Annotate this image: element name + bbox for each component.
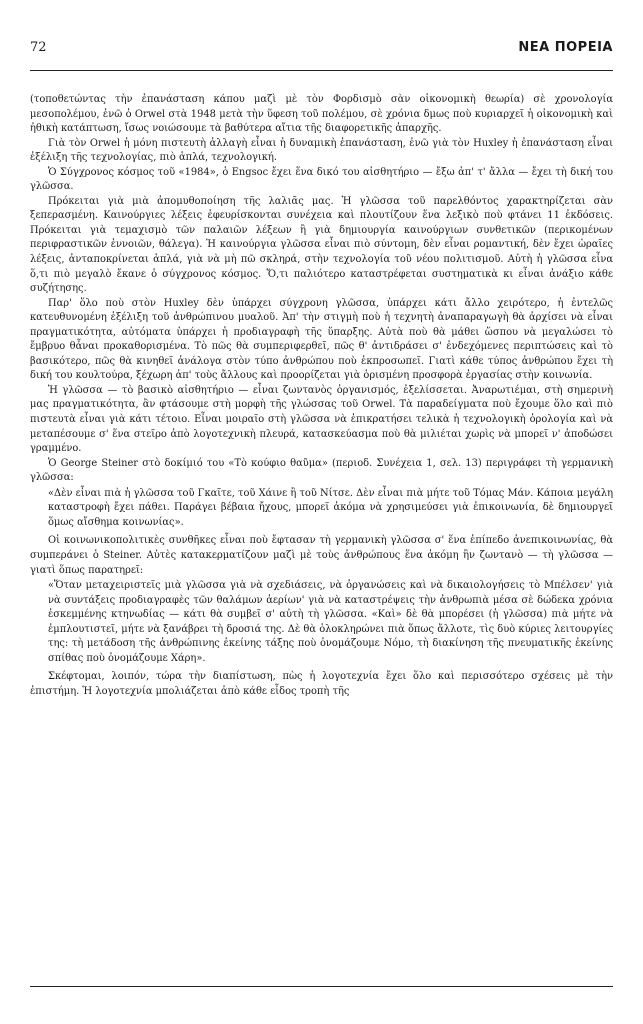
paragraph: Οἱ κοινωνικοπολιτικὲς συνθῆκες εἶναι ποὺ ἔφτασαν τὴ γερμανικὴ γλῶσσα σ' ἕνα ἐπίπεδο ἀνεπικοινωνίας, θὰ συμπεράνει ὁ Steiner. Αὐτὲς κατακερματίζουν μαζὶ μὲ τοὺς ἀνθρώπους ἕνα ἀκόμη ἢν ζωντανὸ — τὴ γλῶσσα — γιατὶ ὅπως παρατηρεῖ: [30,535,613,576]
document-page [30,40,613,1000]
paragraph: Ὁ Σύγχρονος κόσμος τοῦ «1984», ὁ Engsoc ἔχει ἕνα δικό του αἰσθητήριο — ἔξω ἀπ' τ' ἄλλα — ἔχει τὴ δική του γλῶσσα. [30,166,613,193]
running-head: ΝΕΑ ΠΟΡΕΙΑ [518,40,613,55]
page-header [30,40,613,71]
paragraph: Γιὰ τὸν Orwel ἡ μόνη πιστευτὴ ἀλλαγὴ εἶναι ἡ δυναμικὴ ἐπανάσταση, ἐνῶ γιὰ τὸν Huxley ἡ ἐπανάσταση εἶναι ἐξέλιξη τῆς τεχνολογίας, πιὸ ἁπλά, τεχνολογική. [30,137,613,164]
block-quote: «Ὅταν μεταχειριστεῖς μιὰ γλῶσσα γιὰ νὰ σχεδιάσεις, νὰ ὀργανώσεις καὶ νὰ δικαιολογήσεις τὸ Μπέλσεν' γιὰ νὰ συντάξεις προδιαγραφὲς τῶν θαλάμων ἀερίων' γιὰ νὰ καταστρέψεις τὴν ἀνθρωπιὰ μέσα σὲ δώδεκα χρόνια ἐσκεμμένης κτηνωδίας — κάτι θὰ συμβεῖ σ' αὐτὴ τὴ γλῶσσα. «Καὶ» δὲ θὰ μπορέσει (ἡ γλῶσσα) πιὰ μήτε νὰ ἐμπλουτιστεῖ, μήτε νὰ ξανάβρει τὴ δροσιά της. Δὲ θὰ ὁλοκληρώνει πιὰ ὅπως ἄλλοτε, τὶς δυὸ κύριες λειτουργίες της: τὴ μετάδοση τῆς ἀνθρώπινης ἐκείνης τάξης ποὺ ὀνομάζουμε Νόμο, τὴ διακίνηση τῆς πνευματικῆς ἐκείνης σπίθας ποὺ ὀνομάζουμε Χάρη». [48,580,613,664]
page-number: 72 [30,40,47,55]
paragraph: Σκέφτομαι, λοιπόν, τώρα τὴν διαπίστωση, πὼς ἡ λογοτεχνία ἔχει ὅλο καὶ περισσότερο σχέσεις μὲ τὴν ἐπιστήμη. Ἡ λογοτεχνία μπολιάζεται ἀπὸ κάθε εἶδος τροπὴ τῆς [30,671,613,697]
paragraph: (τοποθετώντας τὴν ἐπανάσταση κάπου μαζὶ μὲ τὸν Φορδισμὸ σὰν οἰκονομικὴ θεωρία) σὲ χρονολογία μεσοπολέμου, ἐνῶ ὁ Orwel στὰ 1948 μετὰ τὴν ὕφεση τοῦ πολέμου, σὲ χρόνια δμως ποὺ κυριαρχεῖ ἡ οἰκονομικὴ καὶ ἠθικὴ κατάπτωση, ἴσως νοιώσουμε τὰ βαθύτερα αἴτια τῆς διαφορετικῆς ἀπαρχῆς. [30,94,613,135]
paragraph: Παρ' ὅλο ποὺ στὸν Huxley δὲν ὑπάρχει σύγχρονη γλῶσσα, ὑπάρχει κάτι ἄλλο χειρότερο, ἡ ἐντελῶς κατευθυνομένη ἐξέλιξη τοῦ ἀνθρώπινου μυαλοῦ. Ἀπ' τὴν στιγμὴ ποὺ ἡ τεχνητὴ ἀναπαραγωγὴ θὰ ἀρχίσει νὰ εἶναι πραγματικότητα, αὐτόματα ὑπάρχει ἡ προδιαγραφὴ τῆς ὕπαρξης. Αὐτὰ ποὺ θὰ μάθει ὥσπου νὰ μεγαλώσει τὸ ἔμβρυο θἆναι προκαθορισμένα. Τὸ πῶς θὰ συμπεριφερθεῖ, πῶς θ' ἀντιδράσει σ' ἐνδεχόμενες περιπτώσεις καὶ τὸ βασικότερο, πῶς θὰ κινηθεῖ ἀνάλογα στὸν τύπο ἀνθρώπου ποὺ ἐκπροσωπεῖ. Γιατὶ κάθε τύπος ἀνθρώπου ἔχει τὴ δική του κουλτούρα, ξέχωρη ἀπ' τοὺς ἄλλους καὶ προορίζεται γιὰ ὁρισμένη προσφορὰ ἐργασίας στὴν κοινωνία. [30,297,613,382]
paragraph: Ἡ γλῶσσα — τὸ βασικὸ αἰσθητήριο — εἶναι ζωντανὸς ὀργανισμός, ἐξελίσσεται. Ἀναρωτιέμαι, στὴ σημερινὴ μας πραγματικότητα, ἂν φτάσουμε στὴ μορφὴ τῆς γλώσσας τοῦ Orwel. Τὰ παραδείγματα ποὺ ἔχουμε ὅλο καὶ πιὸ πιστευτὰ εἶναι γιὰ κάτι τέτοιο. Εἶναι μοιραῖο στὴ γλῶσσα νὰ ἐπικρατήσει τελικὰ ἡ τεχνολογικὴ ὁρολογία καὶ νὰ μεταπέσουμε σ' ἕνα στεῖρο ἀπὸ λογοτεχνικὴ πλευρά, κατασκεύασμα ποὺ θὰ μιλιέται χωρὶς νὰ μπορεῖ ν' ἀποδώσει γραμμένο. [30,384,613,455]
footer-rule [30,986,613,987]
paragraph: Πρόκειται γιὰ μιὰ ἀπομυθοποίηση τῆς λαλιᾶς μας. Ἡ γλῶσσα τοῦ παρελθόντος χαρακτηρίζεται σὰν ξεπερασμένη. Καινούργιες λέξεις ἐφευρίσκονται συνέχεια καὶ πλουτίζουν ἕνα λεξικὸ ποὺ φτάνει 11 ἐκδόσεις. Πρόκειται γιὰ τεμαχισμὸ τῶν παλαιῶν λέξεων ἢ γιὰ δημιουργία καινούργιων συνθετικῶν (περικομένων περιφραστικῶν ἐννοιῶν, θάλεγα). Ἡ καινούργια γλῶσσα εἶναι πιὸ σύντομη, δὲν εἶναι ρομαντική, δὲν ἔχει ὡραῖες λέξεις, ἀνταποκρίνεται ἁπλά, γιὰ νὰ μὴ πῶ σκληρά, στὴν τεχνολογία τοῦ νέου πολιτισμοῦ. Αὐτὴ ἡ γλῶσσα εἶνα ὅ,τι πιὸ μεγαλὸ ἔκανε ὁ σύγχρονος κόσμος. Ὅ,τι παλιότερο καταστρέφεται συστηματικὰ κι εἶναι ἀνάξιο κάθε συζήτησης. [30,195,613,295]
body-text [30,93,613,699]
paragraph: Ὁ George Steiner στὸ δοκίμιό του «Τὸ κούφιο θαῦμα» (περιοδ. Συνέχεια 1, σελ. 13) περιγράφει τὴ γερμανικὴ γλῶσσα: [30,457,613,484]
block-quote: «Δὲν εἶναι πιὰ ἡ γλῶσσα τοῦ Γκαῖτε, τοῦ Χάινε ἢ τοῦ Νίτσε. Δὲν εἶναι πιὰ μήτε τοῦ Τόμας Μάν. Κάποια μεγάλη καταστροφὴ ἔχει πάθει. Παράγει βέβαια ἤχους, μπορεῖ ἀκόμα νὰ χρησιμεύσει γιὰ ἐπικοινωνία, δὲ δημιουργεῖ ὅμως αἴσθημα κοινωνίας». [48,487,613,528]
